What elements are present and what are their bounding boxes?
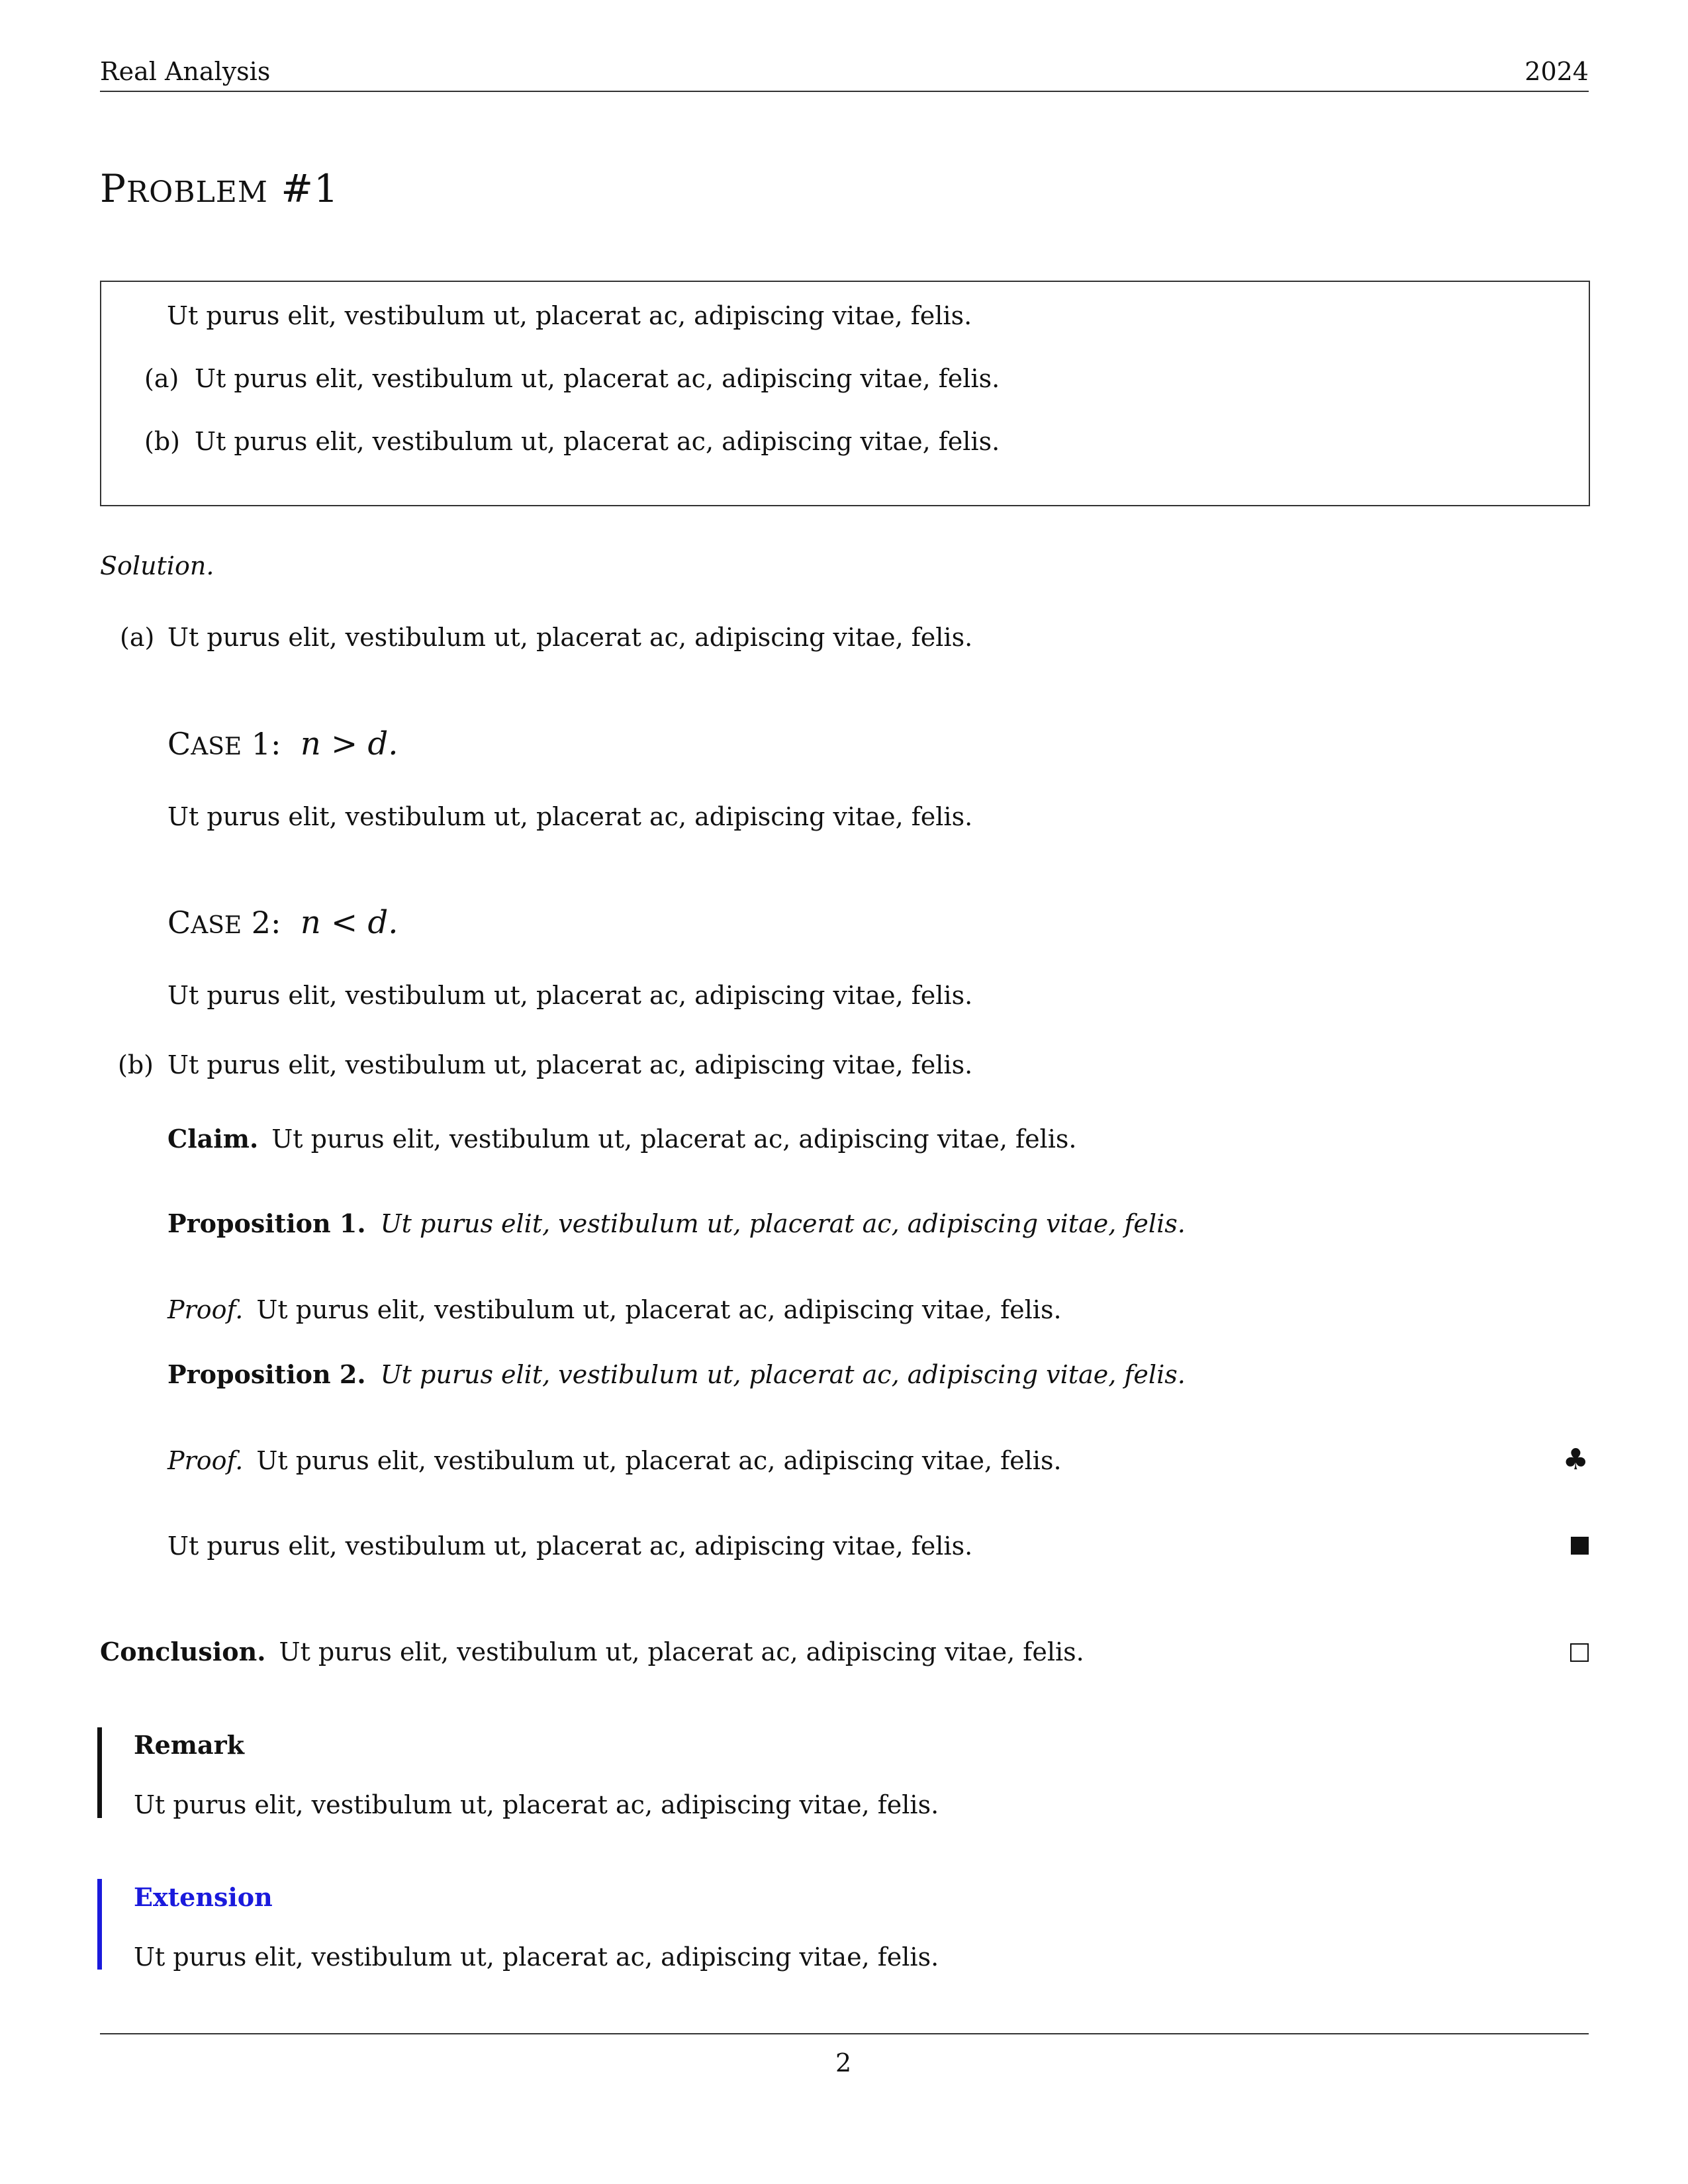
black-square-icon bbox=[1571, 1537, 1589, 1555]
proof-1-label: Proof. bbox=[167, 1295, 244, 1324]
solution-label: Solution. bbox=[100, 551, 214, 580]
header-course-title: Real Analysis bbox=[100, 57, 271, 86]
footer-rule bbox=[100, 2033, 1589, 2034]
proof-1 bbox=[167, 1297, 1062, 1322]
case-2-text: Ut purus elit, vestibulum ut, placerat ac, adipiscing vitae, felis. bbox=[167, 981, 973, 1010]
proposition-2-text: Ut purus elit, vestibulum ut, placerat ac, adipiscing vitae, felis. bbox=[380, 1360, 1186, 1389]
proposition-1 bbox=[167, 1208, 1186, 1238]
case-2-condition: n < d. bbox=[300, 904, 399, 941]
proposition-2-label: Proposition 2. bbox=[167, 1359, 366, 1389]
header-rule bbox=[100, 91, 1589, 92]
case-1-heading bbox=[167, 725, 398, 762]
remark-text: Ut purus elit, vestibulum ut, placerat ac, adipiscing vitae, felis. bbox=[134, 1790, 939, 1819]
problem-part-a-text: Ut purus elit, vestibulum ut, placerat ac, adipiscing vitae, felis. bbox=[195, 364, 1000, 393]
proof-1-text: Ut purus elit, vestibulum ut, placerat ac, adipiscing vitae, felis. bbox=[256, 1295, 1062, 1324]
case-1-title: CASE 1: bbox=[167, 726, 281, 762]
proposition-1-label: Proposition 1. bbox=[167, 1208, 366, 1238]
problem-title bbox=[100, 165, 339, 212]
problem-statement: Ut purus elit, vestibulum ut, placerat ac, adipiscing vitae, felis. bbox=[167, 301, 972, 330]
solution-part-a-label: (a) bbox=[120, 623, 155, 652]
case-1-condition: n > d. bbox=[300, 725, 399, 762]
extension-label: Extension bbox=[134, 1882, 273, 1912]
extension-text: Ut purus elit, vestibulum ut, placerat ac, adipiscing vitae, felis. bbox=[134, 1942, 939, 1972]
qed-square-icon bbox=[1570, 1643, 1589, 1662]
conclusion-label: Conclusion. bbox=[100, 1637, 266, 1666]
part-b-closing-text: Ut purus elit, vestibulum ut, placerat ac, adipiscing vitae, felis. bbox=[167, 1531, 973, 1561]
remark-bar bbox=[97, 1727, 102, 1818]
solution-part-b-label: (b) bbox=[118, 1050, 154, 1079]
proof-2 bbox=[167, 1448, 1062, 1473]
claim-label: Claim. bbox=[167, 1124, 259, 1154]
conclusion-text: Ut purus elit, vestibulum ut, placerat ac, adipiscing vitae, felis. bbox=[279, 1637, 1084, 1666]
remark-label: Remark bbox=[134, 1730, 244, 1760]
case-2-title: CASE 2: bbox=[167, 905, 281, 940]
solution-part-a-text: Ut purus elit, vestibulum ut, placerat ac, adipiscing vitae, felis. bbox=[167, 623, 973, 652]
problem-part-b-text: Ut purus elit, vestibulum ut, placerat ac, adipiscing vitae, felis. bbox=[195, 427, 1000, 456]
page-number: 2 bbox=[835, 2048, 852, 2077]
proposition-2 bbox=[167, 1359, 1186, 1389]
case-1-text: Ut purus elit, vestibulum ut, placerat ac, adipiscing vitae, felis. bbox=[167, 802, 973, 831]
proposition-1-text: Ut purus elit, vestibulum ut, placerat ac, adipiscing vitae, felis. bbox=[380, 1209, 1186, 1238]
conclusion bbox=[100, 1639, 1084, 1664]
claim bbox=[167, 1126, 1076, 1152]
header-year: 2024 bbox=[1524, 57, 1589, 86]
problem-part-b-label: (b) bbox=[144, 427, 180, 456]
extension-bar bbox=[97, 1879, 102, 1970]
solution-part-b-text: Ut purus elit, vestibulum ut, placerat ac, adipiscing vitae, felis. bbox=[167, 1050, 973, 1079]
case-2-heading bbox=[167, 904, 398, 941]
club-icon: ♣ bbox=[1562, 1443, 1589, 1477]
problem-part-a-label: (a) bbox=[144, 364, 179, 393]
proof-2-text: Ut purus elit, vestibulum ut, placerat ac, adipiscing vitae, felis. bbox=[256, 1446, 1062, 1475]
proof-2-label: Proof. bbox=[167, 1446, 244, 1475]
problem-title-text: PROBLEM #1 bbox=[100, 166, 339, 211]
claim-text: Ut purus elit, vestibulum ut, placerat ac, adipiscing vitae, felis. bbox=[271, 1124, 1077, 1154]
